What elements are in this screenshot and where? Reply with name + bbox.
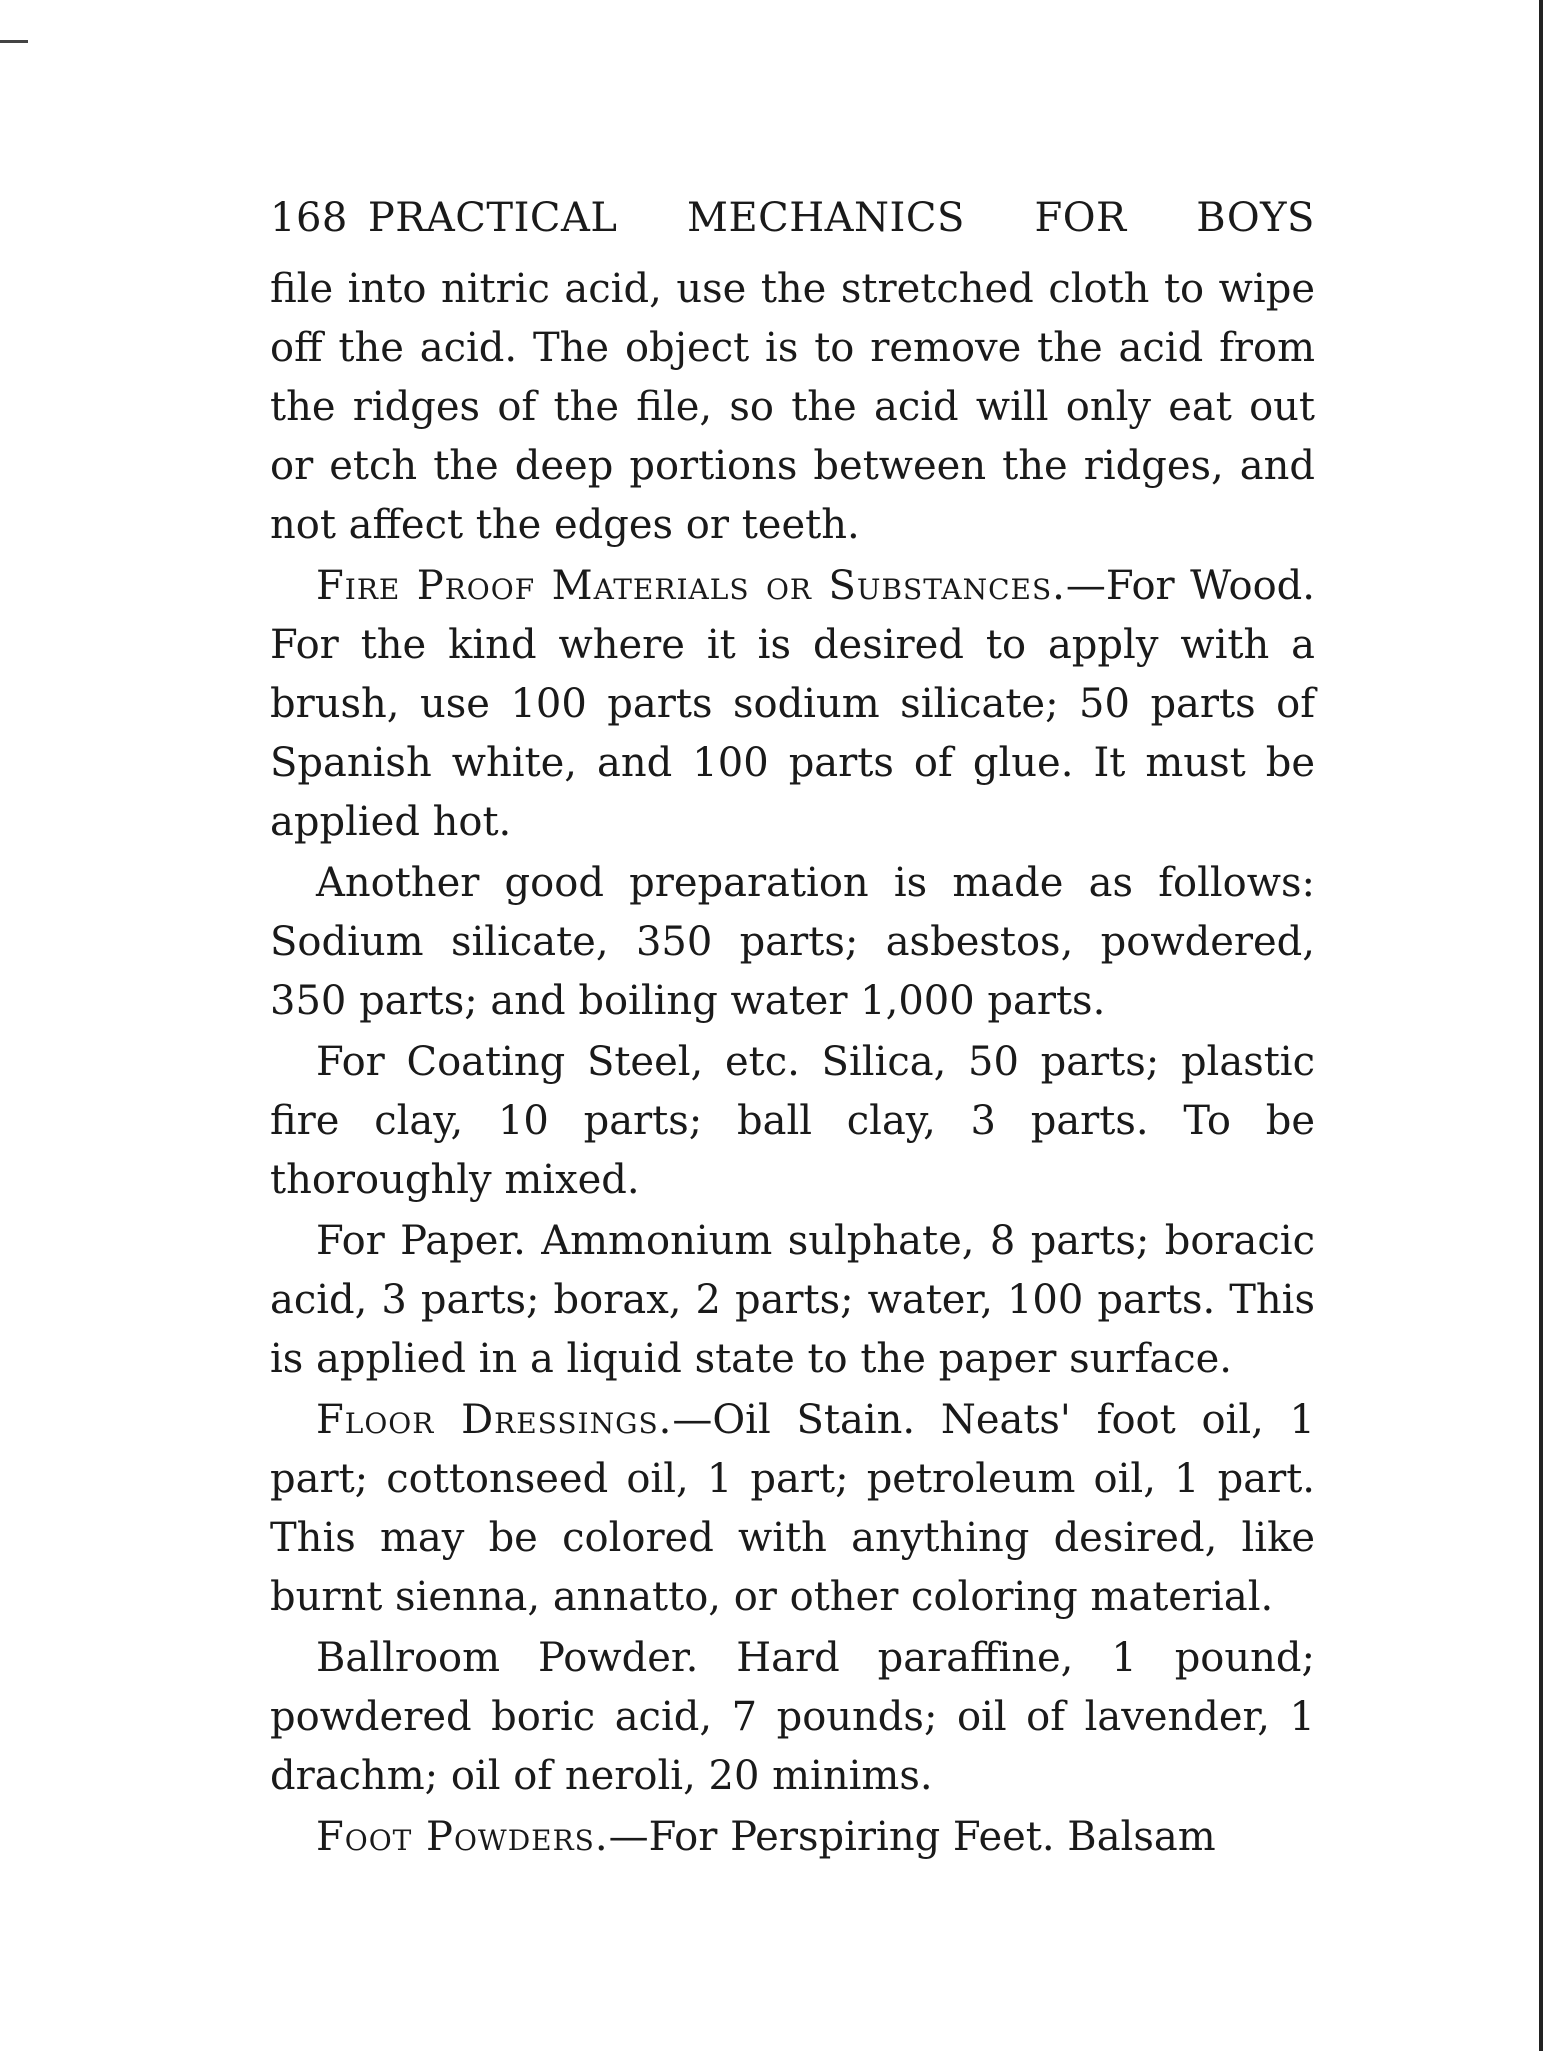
section-heading: Foot Powders. <box>316 1814 609 1860</box>
section-heading: Floor Dressings. <box>316 1397 673 1443</box>
paragraph-body: —For Perspiring Feet. Balsam <box>608 1814 1216 1860</box>
title-word: PRACTICAL <box>367 195 618 241</box>
scan-edge-line <box>1539 0 1543 2051</box>
book-page <box>270 188 1315 1869</box>
scan-artifact <box>0 40 28 43</box>
title-word: FOR <box>1034 195 1127 241</box>
section-heading: Fire Proof Materials or Substances. <box>316 563 1066 609</box>
paragraph-ballroom-powder: Ballroom Powder. Hard paraffine, 1 pound; powdered boric acid, 7 pounds; oil of lavender, 1 drachm; oil of neroli, 20 minims. <box>270 1635 1315 1799</box>
book-title <box>368 188 1315 248</box>
paragraph-floor-dressings <box>270 1391 1315 1627</box>
title-word: MECHANICS <box>687 195 965 241</box>
paragraph-foot-powders <box>270 1808 1315 1867</box>
page-number: 168 <box>270 195 348 241</box>
paragraph-fire-proof <box>270 557 1315 852</box>
paragraph-coating-steel: For Coating Steel, etc. Silica, 50 parts; plastic fire clay, 10 parts; ball clay, 3 parts. To be thoroughly mixed. <box>270 1039 1315 1203</box>
paragraph-body: —Oil Stain. Neats' foot oil, 1 part; cottonseed oil, 1 part; petroleum oil, 1 part. This may be colored with anything desired, like burnt sienna, annatto, or other coloring material. <box>270 1397 1316 1620</box>
paragraph-another-preparation: Another good preparation is made as follows: Sodium silicate, 350 parts; asbestos, powdered, 350 parts; and boiling water 1,000 parts. <box>270 860 1315 1024</box>
paragraph-body: —For Wood. For the kind where it is desired to apply with a brush, use 100 parts sodium silicate; 50 parts of Spanish white, and 100 parts of glue. It must be applied hot. <box>270 563 1315 845</box>
paragraph-for-paper: For Paper. Ammonium sulphate, 8 parts; boracic acid, 3 parts; borax, 2 parts; water, 100 parts. This is applied in a liquid state to the paper surface. <box>270 1218 1315 1382</box>
running-head <box>270 188 1315 248</box>
paragraph-continuation: file into nitric acid, use the stretched cloth to wipe off the acid. The object is to remove the acid from the ridges of the file, so the acid will only eat out or etch the deep portions between the ridges, and not affect the edges or teeth. <box>270 266 1315 548</box>
title-word: BOYS <box>1196 195 1315 241</box>
